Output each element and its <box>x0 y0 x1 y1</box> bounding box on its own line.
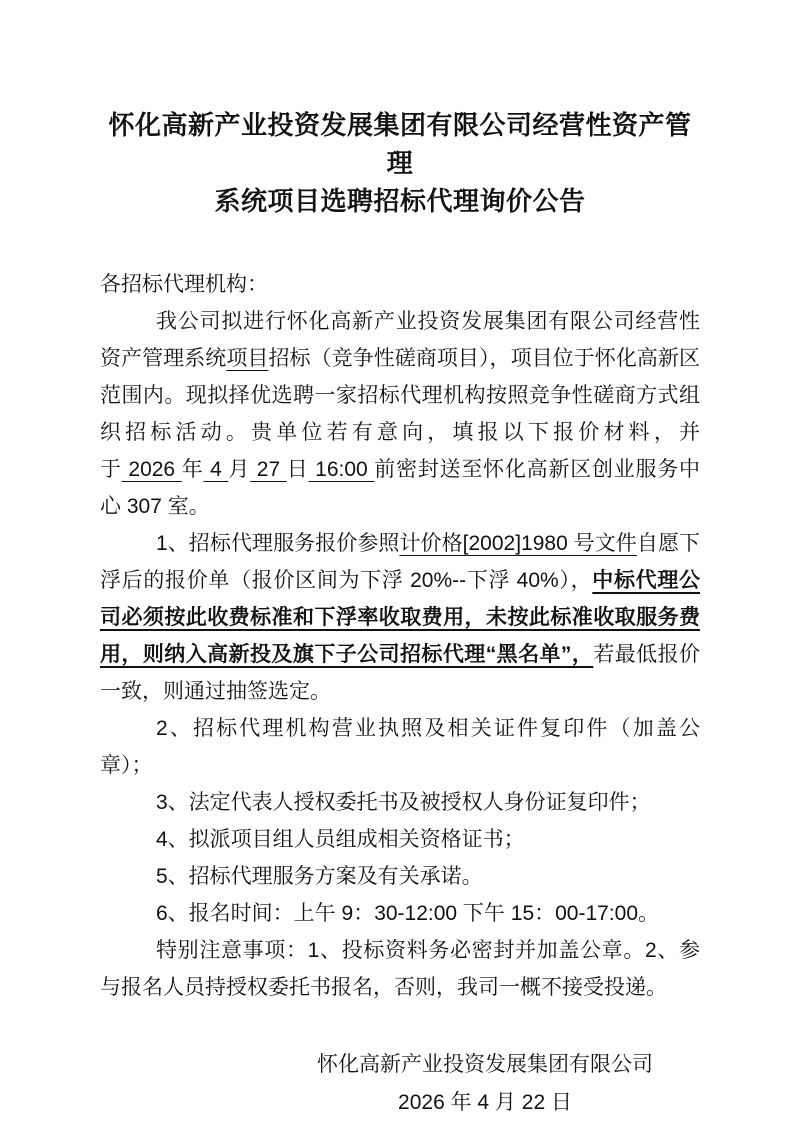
page-title-line-1: 怀化高新产业投资发展集团有限公司经营性资产管理 <box>108 110 692 178</box>
paragraph-item-2-license: 2、招标代理机构营业执照及相关证件复印件（加盖公章）； <box>100 717 700 777</box>
salutation: 各招标代理机构： <box>100 273 268 296</box>
paragraph-special-note: 特别注意事项：1、投标资料务必密封并加盖公章。2、参与报名人员持授权委托书报名，否则，我司一概不接受投递。 <box>100 939 700 999</box>
signature-date: 2026 年 4 月 22 日 <box>398 1091 572 1114</box>
paragraph-item-3-authorization: 3、法定代表人授权委托书及被授权人身份证复印件； <box>156 791 651 814</box>
paragraph-item-6-time: 6、报名时间：上午 9：30-12:00 下午 15：00-17:00。 <box>156 902 660 925</box>
page-title <box>100 106 700 220</box>
signature-block <box>270 1046 700 1122</box>
paragraph-item-4-team: 4、拟派项目组人员组成相关资格证书； <box>156 828 525 851</box>
page-title-line-2: 系统项目选聘招标代理询价公告 <box>214 186 586 216</box>
signature-company: 怀化高新产业投资发展集团有限公司 <box>317 1053 653 1076</box>
paragraph-item-1-pricing: 1、招标代理服务报价参照计价格[2002]1980 号文件自愿下浮后的报价单（报价区间为下浮 20%--下浮 40%），中标代理公司必须按此收费标准和下浮率收取费用，未按此标准收取服务费用，则纳入高新投及旗下子公司招标代理“黑名单”，若最低报价一致，则通过抽签选定。 <box>100 532 701 703</box>
paragraph-item-5-plan: 5、招标代理服务方案及有关承诺。 <box>156 865 483 888</box>
document-body <box>100 266 700 1006</box>
paragraph-intro: 我公司拟进行怀化高新产业投资发展集团有限公司经营性资产管理系统项目招标（竞争性磋商项目），项目位于怀化高新区范围内。现拟择优选聘一家招标代理机构按照竞争性磋商方式组织招标活动。贵单位若有意向，填报以下报价材料，并于 2026 年 4 月 27 日 16:00 前密封送至怀化高新区创业服务中心 307 室。 <box>100 310 701 518</box>
